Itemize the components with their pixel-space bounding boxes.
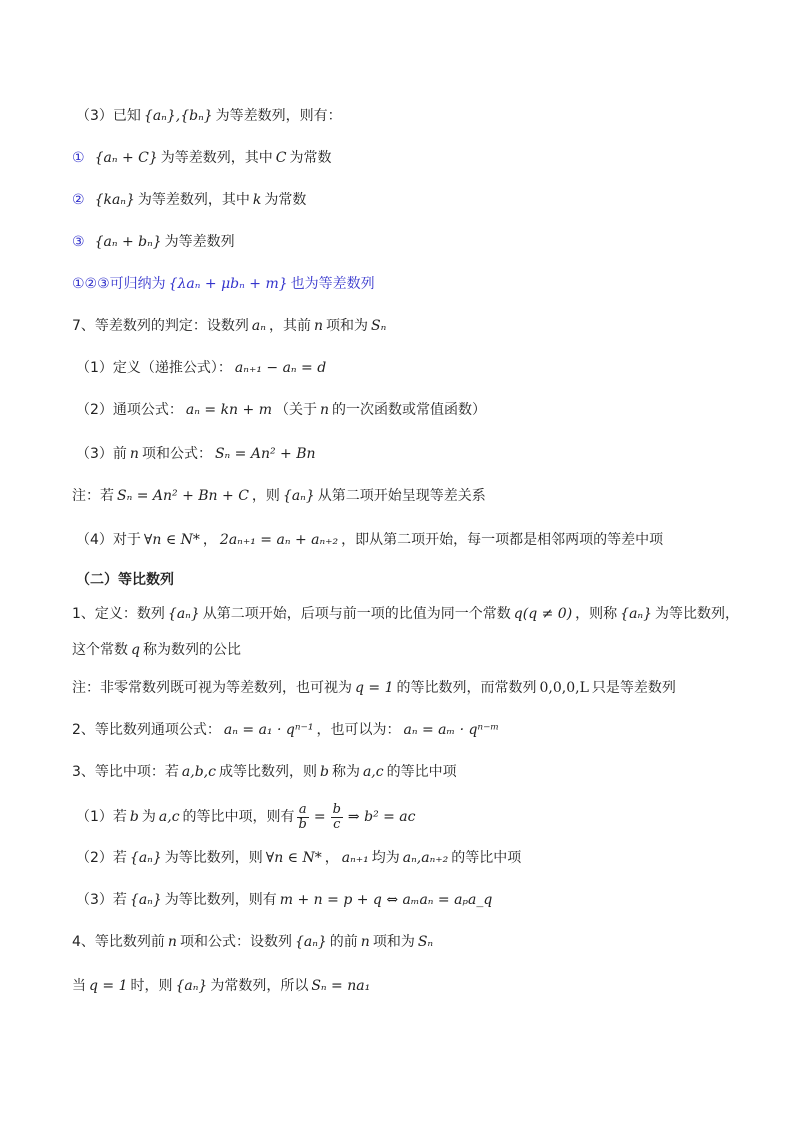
- math: {aₙ},{bₙ}: [143, 108, 213, 124]
- text: ，也可以为：: [316, 722, 401, 738]
- math: Sₙ = An² + Bn: [214, 446, 316, 462]
- math: {aₙ}: [129, 892, 162, 908]
- denominator: c: [333, 816, 341, 832]
- numerator: b: [332, 801, 341, 817]
- text: 为常数列，所以: [210, 978, 309, 994]
- note-constant-sequence: [72, 678, 676, 698]
- geometric-mean-line: [72, 762, 457, 782]
- math: n: [319, 402, 330, 418]
- text: （关于: [274, 402, 317, 418]
- text: 从第二项开始呈现等差关系: [317, 488, 486, 504]
- text: ①②③可归纳为: [72, 276, 166, 292]
- section-heading-geometric: [76, 570, 174, 590]
- sum-case-q-equals-1: [72, 976, 373, 996]
- geometric-mean-2: [76, 848, 521, 868]
- criterion-3: [76, 444, 319, 464]
- math: n: [167, 934, 177, 950]
- math: q(q ≠ 0): [513, 606, 573, 622]
- numerator: a: [298, 801, 307, 817]
- text: （1）定义（递推公式）：: [76, 360, 232, 376]
- math: {kaₙ}: [94, 192, 135, 208]
- text: 这个常数: [72, 642, 128, 658]
- math: k: [252, 192, 262, 208]
- criterion-4: [76, 530, 663, 550]
- text: 称为数列的公比: [142, 642, 241, 658]
- text: ，: [324, 850, 339, 866]
- text: 项和为: [372, 934, 415, 950]
- geometric-mean-1: [76, 800, 419, 834]
- math: 2aₙ₊₁ = aₙ + aₙ₊₂: [219, 532, 339, 548]
- text: 4、等比数列前: [72, 934, 165, 950]
- text: （3）前: [76, 446, 127, 462]
- math: aₙ = a₁ · qⁿ⁻¹: [223, 722, 314, 738]
- text: 均为: [371, 850, 400, 866]
- geometric-mean-3: [76, 890, 495, 910]
- text: 的等比中项: [451, 850, 522, 866]
- text: 项和为: [325, 318, 368, 334]
- text: 为等差数列，其中: [137, 192, 250, 208]
- math: {aₙ}: [129, 850, 162, 866]
- math: a,b,c: [181, 764, 216, 780]
- text: 为等差数列，则有：: [215, 108, 342, 124]
- math: n: [129, 446, 139, 462]
- math: m + n = p + q ⇔ aₘaₙ = aₚa_q: [279, 892, 493, 908]
- item-3: [72, 232, 235, 252]
- math: b: [319, 764, 329, 780]
- math: ⇒ b² = ac: [347, 809, 416, 825]
- math: a,c: [362, 764, 384, 780]
- text: 项和公式：设数列: [179, 934, 292, 950]
- math: {aₙ}: [282, 488, 315, 504]
- math: {aₙ}: [167, 606, 200, 622]
- math: aₙ,aₙ₊₂: [402, 850, 449, 866]
- text: 成等比数列，则: [218, 764, 317, 780]
- text: ，则: [251, 488, 280, 504]
- criterion-2: [76, 400, 486, 420]
- text: （1）若: [76, 809, 127, 825]
- text: （4）对于: [76, 532, 141, 548]
- math: {aₙ}: [294, 934, 327, 950]
- text: 为等差数列，其中: [160, 150, 273, 166]
- text: 时，则: [130, 978, 173, 994]
- text: （3）若: [76, 892, 127, 908]
- math: C: [275, 150, 287, 166]
- note-line: [72, 486, 486, 506]
- text: 为常数: [264, 192, 307, 208]
- item-2: [72, 190, 306, 210]
- text: 称为: [331, 764, 360, 780]
- math: b: [129, 809, 139, 825]
- text: ，即从第二项开始，每一项都是相邻两项的等差中项: [341, 532, 664, 548]
- text: 的等比中项: [386, 764, 457, 780]
- general-term-line: [72, 720, 502, 740]
- text: ，则称: [575, 606, 618, 622]
- text: 为等比数列，则有: [164, 892, 277, 908]
- criterion-1: [76, 358, 329, 378]
- math: q = 1: [89, 978, 128, 994]
- denominator: b: [298, 816, 307, 832]
- circle-number: ②: [72, 192, 85, 208]
- fraction-b-over-c: [331, 803, 343, 832]
- text: 为: [141, 809, 156, 825]
- fraction-a-over-b: [297, 803, 309, 832]
- text: 也为等差数列: [290, 276, 375, 292]
- math: Sₙ: [370, 318, 387, 334]
- math: ∀n ∈ N*: [143, 532, 200, 548]
- math: q = 1: [355, 680, 394, 696]
- math: Sₙ = An² + Bn + C: [117, 488, 249, 504]
- definition-line-2: [72, 640, 241, 660]
- text: （二）等比数列: [76, 572, 174, 588]
- math: 0,0,0,L: [539, 680, 589, 696]
- math: aₙ = kn + m: [185, 402, 272, 418]
- text: 当: [72, 978, 86, 994]
- text: 从第二项开始，后项与前一项的比值为同一个常数: [202, 606, 511, 622]
- math: {aₙ}: [620, 606, 652, 622]
- math: aₙ₊₁ − aₙ = d: [234, 360, 327, 376]
- text: 为等差数列: [164, 234, 235, 250]
- heading-7: [72, 316, 389, 336]
- circle-number: ③: [72, 234, 85, 250]
- math: {λaₙ + μbₙ + m}: [168, 276, 288, 292]
- text: 为常数: [289, 150, 332, 166]
- text: 注：若: [72, 488, 114, 504]
- sum-formula-heading: [72, 932, 436, 952]
- text: 为等比数列，则: [164, 850, 263, 866]
- math: Sₙ: [417, 934, 434, 950]
- math: q: [131, 642, 140, 658]
- line-3-known: [76, 106, 342, 126]
- math: aₙ₊₁: [341, 850, 369, 866]
- text: ，: [202, 532, 217, 548]
- text: 的一次函数或常值函数）: [332, 402, 487, 418]
- item-1: [72, 148, 331, 168]
- text: 7、等差数列的判定：设数列: [72, 318, 249, 334]
- text: 的前: [329, 934, 358, 950]
- math: Sₙ = na₁: [311, 978, 371, 994]
- math: aₙ = aₘ · qⁿ⁻ᵐ: [403, 722, 500, 738]
- definition-line: [72, 604, 739, 624]
- circle-number: ①: [72, 150, 85, 166]
- text: 3、等比中项：若: [72, 764, 179, 780]
- text: 的等比数列，而常数列: [396, 680, 537, 696]
- text: 项和公式：: [141, 446, 212, 462]
- math: n: [360, 934, 370, 950]
- text: （3）已知: [76, 108, 141, 124]
- text: 2、等比数列通项公式：: [72, 722, 221, 738]
- math: n: [313, 318, 323, 334]
- text: 注：非零常数列既可视为等差数列，也可视为: [72, 680, 352, 696]
- text: 的等比中项，则有: [182, 809, 295, 825]
- summary-line: [72, 274, 375, 294]
- math: ∀n ∈ N*: [265, 850, 322, 866]
- math: a,c: [158, 809, 180, 825]
- equals: =: [313, 809, 326, 825]
- math: {aₙ + bₙ}: [94, 234, 162, 250]
- text: 只是等差数列: [591, 680, 676, 696]
- text: （2）通项公式：: [76, 402, 183, 418]
- text: ，其前: [268, 318, 311, 334]
- math: aₙ: [251, 318, 266, 334]
- text: 为等比数列，: [655, 606, 739, 622]
- text: （2）若: [76, 850, 127, 866]
- math: {aₙ}: [175, 978, 208, 994]
- text: 1、定义：数列: [72, 606, 165, 622]
- math: {aₙ + C}: [94, 150, 158, 166]
